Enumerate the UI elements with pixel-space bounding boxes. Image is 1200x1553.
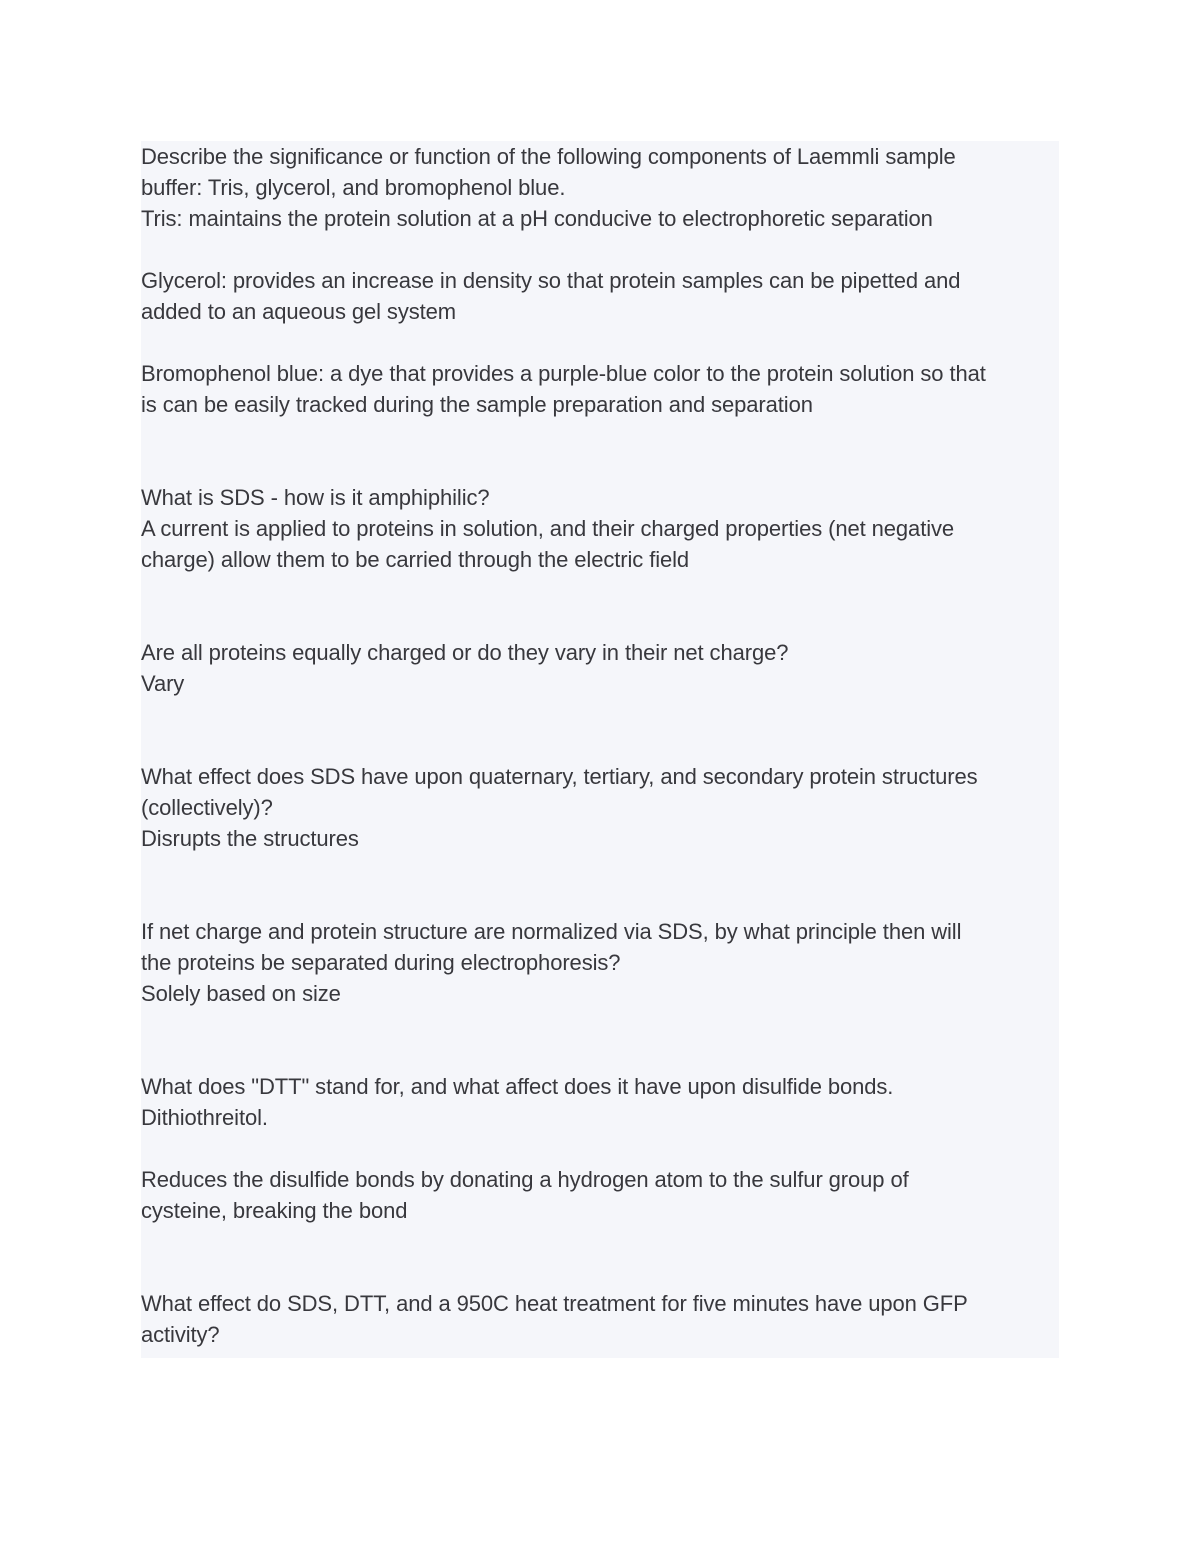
text-line: What does "DTT" stand for, and what affect does it have upon disulfide bonds. xyxy=(141,1074,894,1099)
text-line: Are all proteins equally charged or do they vary in their net charge? xyxy=(141,640,789,665)
blank-line xyxy=(141,234,1059,265)
text-line: is can be easily tracked during the sample preparation and separation xyxy=(141,392,813,417)
blank-line xyxy=(141,1009,1059,1040)
text-line: Reduces the disulfide bonds by donating a hydrogen atom to the sulfur group of xyxy=(141,1167,909,1192)
text-line: activity? xyxy=(141,1322,220,1347)
text-line: cysteine, breaking the bond xyxy=(141,1198,408,1223)
blank-line xyxy=(141,885,1059,916)
blank-line xyxy=(141,606,1059,637)
text-line: What effect do SDS, DTT, and a 950C heat treatment for five minutes have upon GFP xyxy=(141,1291,968,1316)
text-line: If net charge and protein structure are normalized via SDS, by what principle then will xyxy=(141,919,962,944)
blank-line xyxy=(141,854,1059,885)
text-line: Tris: maintains the protein solution at a pH conducive to electrophoretic separation xyxy=(141,206,933,231)
blank-line xyxy=(141,1226,1059,1257)
text-line: What is SDS - how is it amphiphilic? xyxy=(141,485,490,510)
blank-line xyxy=(141,327,1059,358)
document-text-block xyxy=(141,141,1059,1358)
blank-line xyxy=(141,1257,1059,1288)
text-line: What effect does SDS have upon quaternary, tertiary, and secondary protein structures xyxy=(141,764,978,789)
blank-line xyxy=(141,699,1059,730)
text-line: Dithiothreitol. xyxy=(141,1105,268,1130)
text-line: Describe the significance or function of the following components of Laemmli sample xyxy=(141,144,956,169)
blank-line xyxy=(141,1133,1059,1164)
text-line: Bromophenol blue: a dye that provides a purple-blue color to the protein solution so that xyxy=(141,361,986,386)
text-line: Solely based on size xyxy=(141,981,341,1006)
text-line: charge) allow them to be carried through the electric field xyxy=(141,547,690,572)
text-line: added to an aqueous gel system xyxy=(141,299,457,324)
blank-line xyxy=(141,730,1059,761)
text-line: Glycerol: provides an increase in density so that protein samples can be pipetted and xyxy=(141,268,961,293)
text-line: Disrupts the structures xyxy=(141,826,359,851)
blank-line xyxy=(141,420,1059,451)
text-line: buffer: Tris, glycerol, and bromophenol blue. xyxy=(141,175,566,200)
blank-line xyxy=(141,575,1059,606)
text-line: A current is applied to proteins in solution, and their charged properties (net negative xyxy=(141,516,955,541)
blank-line xyxy=(141,1040,1059,1071)
text-line: Vary xyxy=(141,671,185,696)
blank-line xyxy=(141,451,1059,482)
text-line: the proteins be separated during electrophoresis? xyxy=(141,950,621,975)
text-line: (collectively)? xyxy=(141,795,273,820)
